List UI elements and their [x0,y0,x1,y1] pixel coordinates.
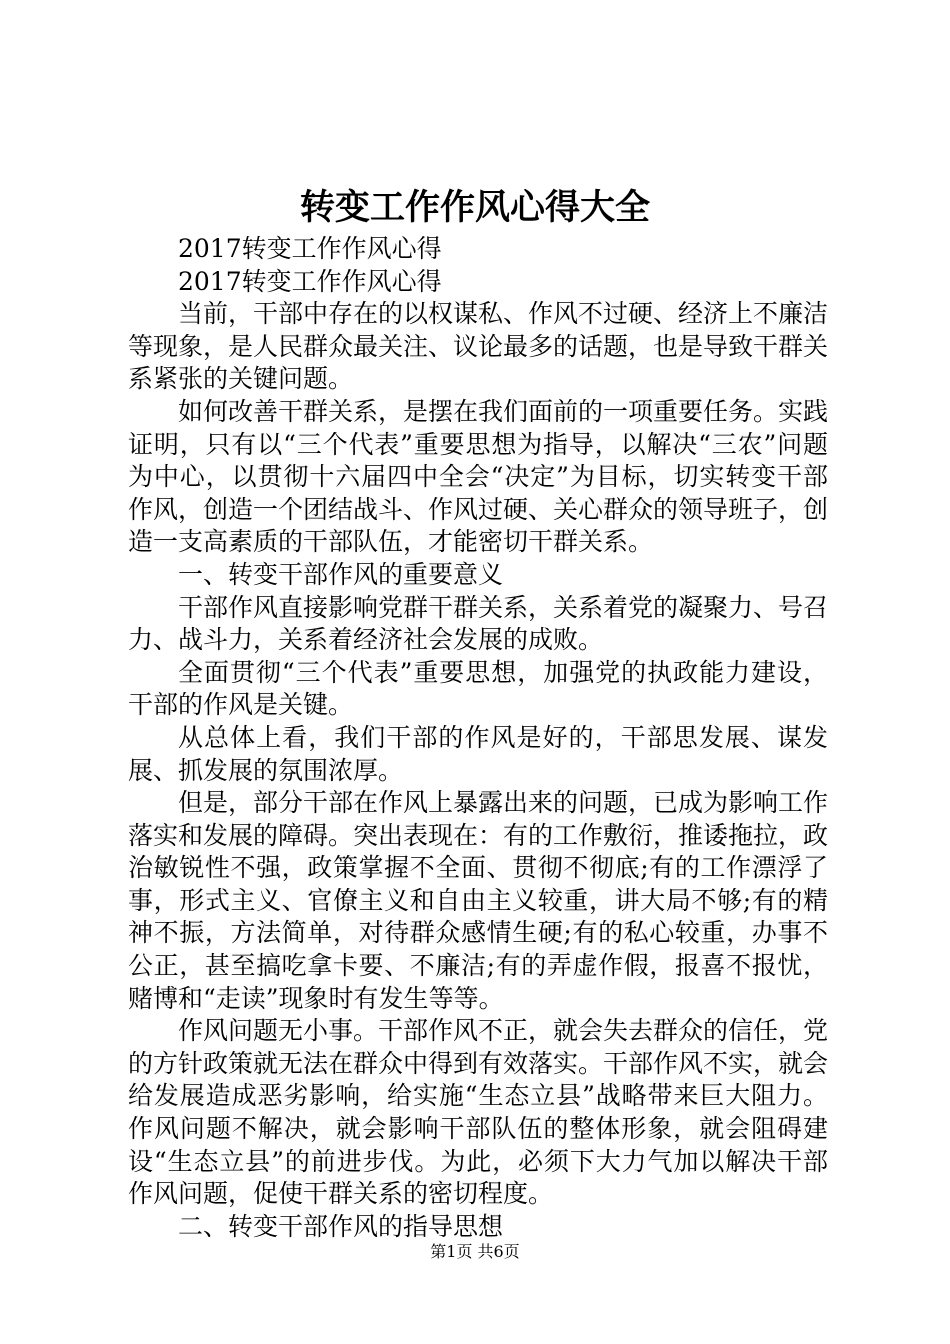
paragraph-subtitle-1: 2017转变工作作风心得 [178,234,442,263]
page-footer: 第1页 共6页 [430,1242,520,1261]
section-heading-2: 二、转变干部作风的指导思想 [178,1211,504,1241]
paragraph-task: 如何改善干群关系，是摆在我们面前的一项重要任务。实践证明，只有以“三个代表”重要思想为指导，以解决“三农”问题为中心，以贯彻十六届四中全会“决定”为目标，切实转变干部作风，创造一个团结战斗、作风过硬、关心群众的领导班子，创造一支高素质的干部队伍，才能密切干群关系。 [128,396,829,557]
paragraph-problems: 但是，部分干部在作风上暴露出来的问题，已成为影响工作落实和发展的障碍。突出表现在：有的工作敷衍，推诿拖拉，政治敏锐性不强，政策掌握不全面、贯彻不彻底;有的工作漂浮了事，形式主义、官僚主义和自由主义较重，讲大局不够;有的精神不振，方法简单，对待群众感情生硬;有的私心较重，办事不公正，甚至搞吃拿卡要、不廉洁;有的弄虚作假，报喜不报忧，赌博和“走读”现象时有发生等等。 [128,788,829,1013]
document-body [128,233,828,1243]
section-heading-1: 一、转变干部作风的重要意义 [178,559,504,589]
document-title: 转变工作作风心得大全 [299,187,650,228]
paragraph-intro: 当前，干部中存在的以权谋私、作风不过硬、经济上不廉洁等现象，是人民群众最关注、议论最多的话题，也是导致干群关系紧张的关键问题。 [128,299,829,394]
paragraph-key: 全面贯彻“三个代表”重要思想，加强党的执政能力建设，干部的作风是关键。 [128,657,828,720]
paragraph-overall: 从总体上看，我们干部的作风是好的，干部思发展、谋发展、抓发展的氛围浓厚。 [128,722,828,785]
paragraph-no-small-matter: 作风问题无小事。干部作风不正，就会失去群众的信任，党的方针政策就无法在群众中得到有效落实。干部作风不实，就会给发展造成恶劣影响，给实施“生态立县”战略带来巨大阻力。作风问题不解决，就会影响干部队伍的整体形象，就会阻碍建设“生态立县”的前进步伐。为此，必须下大力气加以解决干部作风问题，促使干群关系的密切程度。 [128,1016,829,1209]
paragraph-subtitle-2: 2017转变工作作风心得 [178,266,442,296]
paragraph-influence: 干部作风直接影响党群干群关系，关系着党的凝聚力、号召力、战斗力，关系着经济社会发展的成败。 [128,592,829,655]
